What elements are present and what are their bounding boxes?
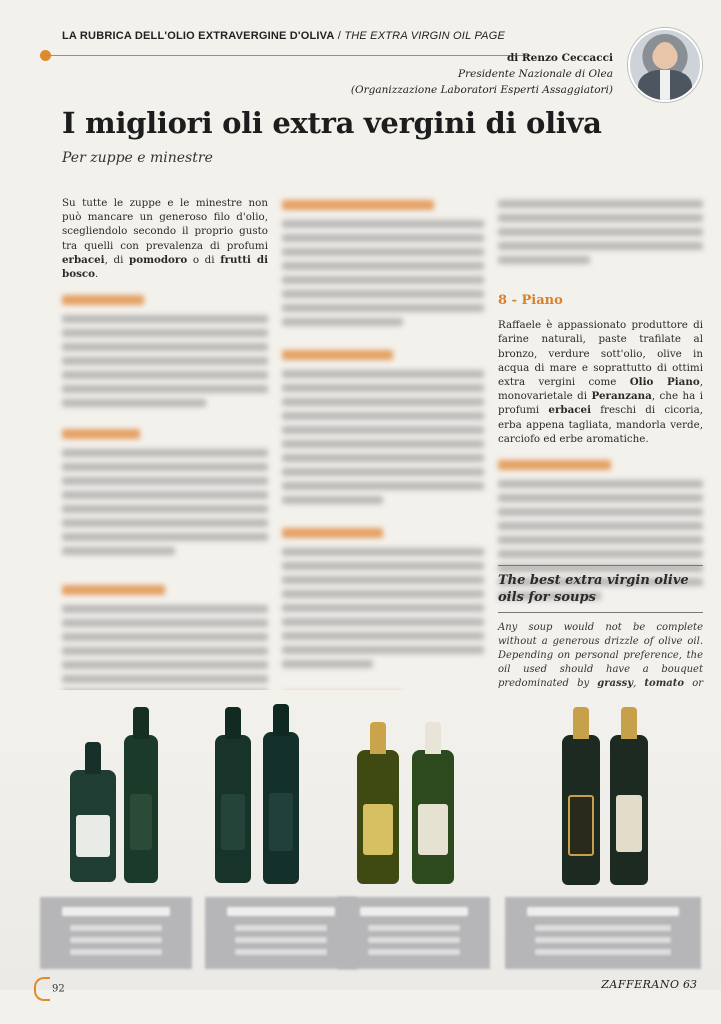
author-portrait <box>628 28 702 102</box>
caption-plate-blurred <box>338 897 490 969</box>
piano-paragraph: Raffaele è appassionato produttore di farine naturali, paste trafilate al bronzo, verdure sott'olio, olive in acqua di mare e soprattutto di ottimi extra vergini come Olio Piano, monovarietale di Peranzana, che ha i profumi erbacei freschi di cicoria, erba appena tagliata, mandorla verde, carciofo ed erbe aromatiche. <box>498 319 704 445</box>
column-1 <box>62 196 268 717</box>
page-corner-mark <box>34 977 50 1001</box>
blurred-text-top <box>498 200 703 264</box>
column-3 <box>498 200 703 606</box>
piano-heading: 8 - Piano <box>498 293 563 308</box>
bottle-photo <box>263 732 299 884</box>
english-box-mid-rule <box>498 612 703 613</box>
author-name: di Renzo Ceccacci <box>506 52 613 64</box>
bottle-photo <box>412 750 454 884</box>
bottle-photo <box>70 770 116 882</box>
author-byline <box>351 50 613 98</box>
blurred-text-block <box>62 295 268 711</box>
author-organization: (Organizzazione Laboratori Esperti Assaggiatori) <box>350 84 613 96</box>
magazine-brand: ZAFFERANO <box>601 978 680 991</box>
caption-plate-blurred <box>505 897 701 969</box>
author-role: Presidente Nazionale di Olea <box>458 68 613 80</box>
article-subtitle: Per zuppe e minestre <box>62 150 213 166</box>
rubric-italian: LA RUBRICA DELL'OLIO EXTRAVERGINE D'OLIVA <box>62 30 335 42</box>
english-box-title: The best extra virgin olive oils for soups <box>498 573 689 605</box>
english-box-text: Any soup would not be complete without a generous drizzle of olive oil. Depending on personal preference, the oil used should have a bouquet predominated by grassy, tomato or <box>498 622 704 689</box>
rubric-english: THE EXTRA VIRGIN OIL PAGE <box>344 30 505 42</box>
intro-paragraph: Su tutte le zuppe e le minestre non può mancare un generoso filo d'olio, scegliendolo secondo il proprio gusto tra quelli con prevalenza di profumi erbacei, di pomodoro o di frutti di bosco. <box>62 197 269 281</box>
bottle-photo <box>124 735 158 883</box>
rubric-header <box>62 30 505 42</box>
page-number-left: 92 <box>34 977 65 1001</box>
english-summary-box <box>498 565 703 705</box>
bottle-photo <box>562 735 600 885</box>
bottle-photo <box>357 750 399 884</box>
column-2-blurred <box>282 200 484 768</box>
english-box-top-rule <box>498 565 703 566</box>
article-title: I migliori oli extra vergini di oliva <box>62 106 602 140</box>
bottle-photo <box>215 735 251 883</box>
caption-plate-blurred <box>40 897 192 969</box>
rubric-separator: / <box>334 30 345 42</box>
page-number-right-value: 63 <box>683 978 697 991</box>
page-number-right <box>601 978 697 991</box>
bottle-photo <box>610 735 648 885</box>
caption-plate-blurred <box>205 897 357 969</box>
